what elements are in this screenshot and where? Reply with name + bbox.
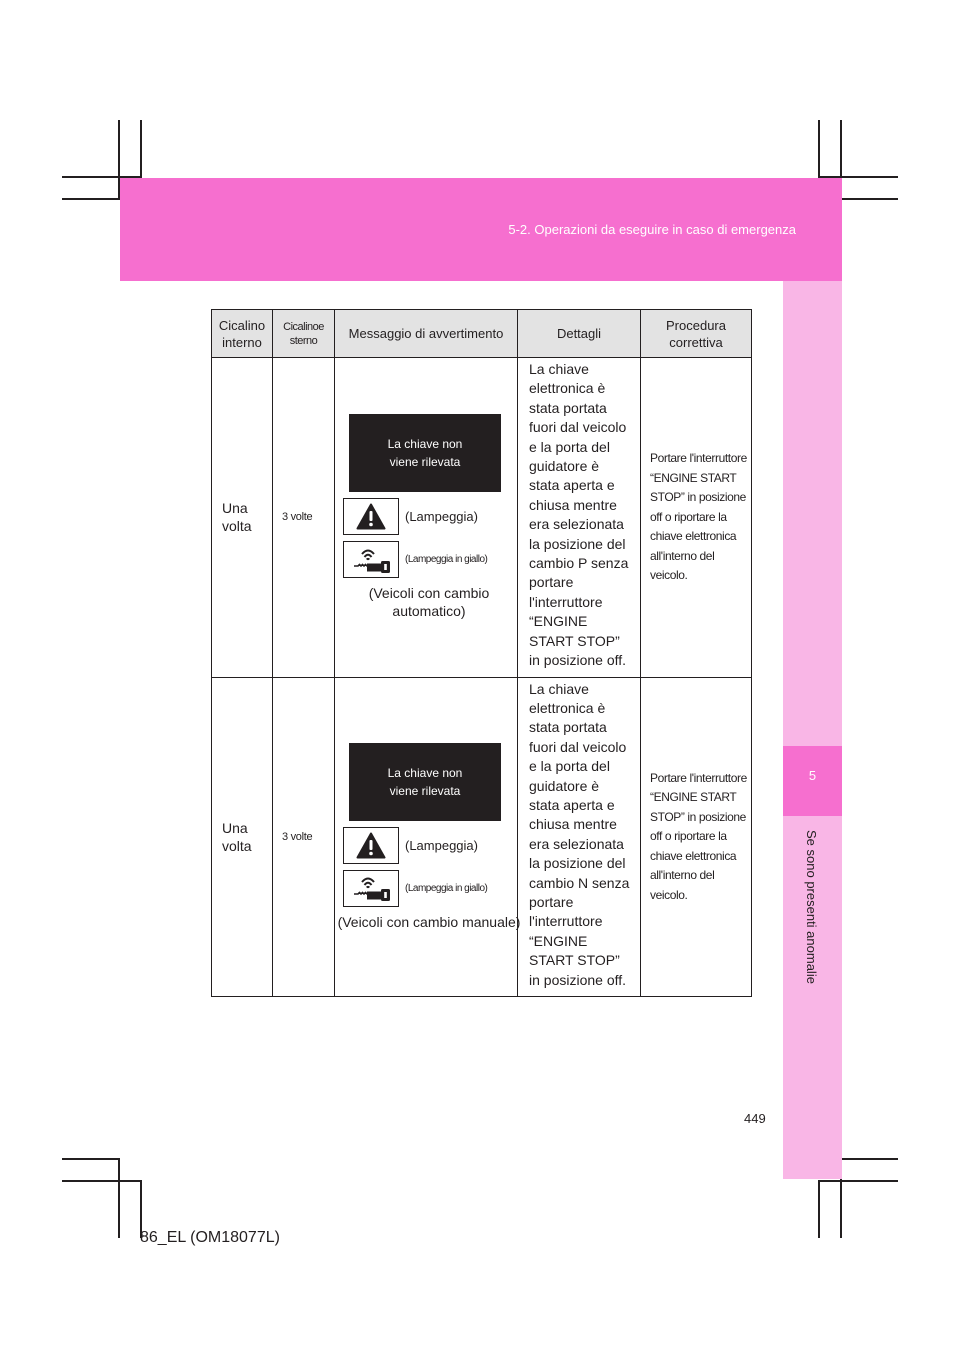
crop-mark bbox=[818, 1180, 820, 1238]
crop-mark bbox=[818, 1180, 898, 1182]
crop-mark bbox=[840, 1158, 898, 1160]
external-buzzer-cell: 3 volte bbox=[273, 358, 335, 678]
table-row bbox=[212, 677, 752, 997]
external-buzzer-cell: 3 volte bbox=[273, 677, 335, 997]
crop-mark bbox=[840, 198, 898, 200]
crop-mark bbox=[62, 1180, 142, 1182]
warning-triangle-icon bbox=[343, 498, 399, 535]
chapter-label: Se sono presenti anomalie bbox=[804, 830, 819, 984]
details-cell: La chiave elettronica è stata portata fuori dal veicolo e la porta del guidatore è stata aperta e chiusa mentre era selezionata la posizione del cambio P senza portare l'interruttore “ENGINE START STOP” in posizione off. bbox=[518, 358, 641, 678]
display-text-line: viene rilevata bbox=[389, 783, 461, 798]
icon-note: (Lampeggia in giallo) bbox=[405, 882, 488, 894]
procedure-cell: Portare l'interruttore “ENGINE START STOP” in posizione off o riportare la chiave elettronica all'interno del veicolo. bbox=[641, 358, 752, 678]
chapter-side-tab bbox=[783, 281, 842, 1179]
details-cell: La chiave elettronica è stata portata fuori dal veicolo e la porta del guidatore è stata aperta e chiusa mentre era selezionata la posizione del cambio N senza portare l'interruttore “ENGINE START STOP” in posizione off. bbox=[518, 677, 641, 997]
icon-note: (Lampeggia in giallo) bbox=[405, 554, 488, 566]
header-band bbox=[120, 178, 842, 281]
procedure-cell: Portare l'interruttore “ENGINE START STOP” in posizione off o riportare la chiave elettronica all'interno del veicolo. bbox=[641, 677, 752, 997]
multi-info-display bbox=[349, 414, 501, 492]
page-number: 449 bbox=[744, 1111, 766, 1126]
vehicle-note: (Veicoli con cambio automatico) bbox=[368, 585, 490, 620]
chapter-number: 5 bbox=[808, 768, 817, 783]
chapter-number-box bbox=[783, 746, 842, 816]
header-internal-buzzer: Cicalino interno bbox=[212, 310, 273, 358]
smart-key-icon bbox=[343, 870, 399, 907]
warning-message-cell bbox=[335, 358, 518, 678]
internal-buzzer-cell: Una volta bbox=[212, 358, 273, 678]
icon-note: (Lampeggia) bbox=[405, 509, 478, 525]
table-row bbox=[212, 358, 752, 678]
display-text-line: viene rilevata bbox=[389, 455, 461, 470]
internal-buzzer-cell: Una volta bbox=[212, 677, 273, 997]
crop-mark bbox=[62, 198, 122, 200]
table-header-row bbox=[212, 310, 752, 358]
header-details: Dettagli bbox=[518, 310, 641, 358]
multi-info-display bbox=[349, 743, 501, 821]
crop-mark bbox=[62, 1158, 120, 1160]
icon-note: (Lampeggia) bbox=[405, 837, 478, 853]
header-warning-message: Messaggio di avvertimento bbox=[335, 310, 518, 358]
section-title: 5-2. Operazioni da eseguire in caso di emergenza bbox=[508, 222, 796, 237]
display-text-line: La chiave non bbox=[387, 437, 463, 452]
warning-triangle-icon bbox=[343, 827, 399, 864]
document-code: 86_EL (OM18077L) bbox=[140, 1229, 280, 1246]
smart-key-icon bbox=[343, 541, 399, 578]
header-external-buzzer: Cicalinoe sterno bbox=[273, 310, 335, 358]
vehicle-note: (Veicoli con cambio manuale) bbox=[337, 913, 521, 930]
warning-table bbox=[211, 309, 752, 997]
crop-mark bbox=[118, 1158, 120, 1238]
display-text-line: La chiave non bbox=[387, 765, 463, 780]
warning-message-cell bbox=[335, 677, 521, 997]
header-corrective-procedure: Procedura correttiva bbox=[641, 310, 752, 358]
